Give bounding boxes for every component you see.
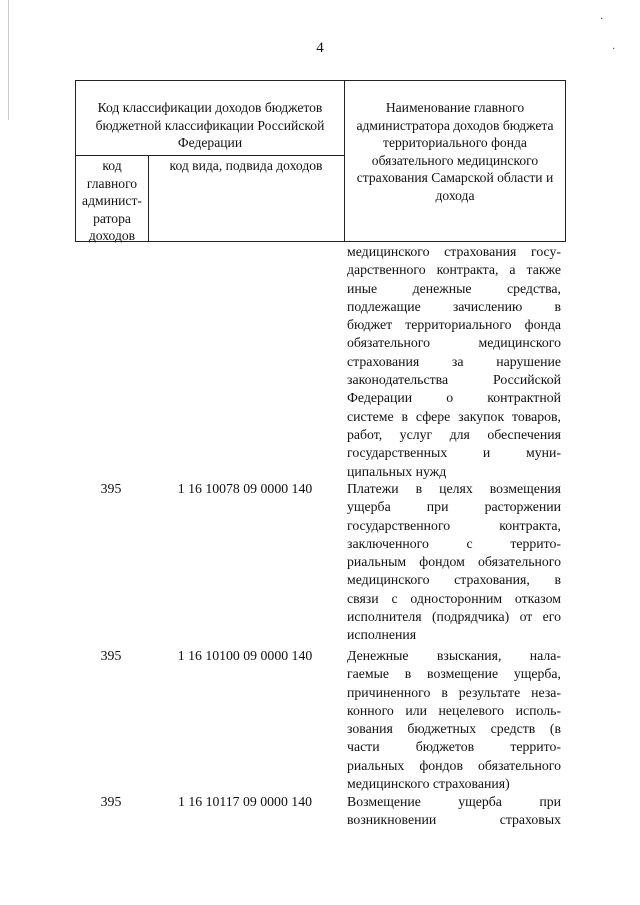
text-line: обязательного медицинского — [347, 335, 561, 351]
page-number: 4 — [316, 40, 324, 56]
text-line: исполнителя (подрядчика) от его — [347, 609, 561, 625]
header-divider — [76, 155, 344, 156]
text-line: медицинского страхования) — [347, 776, 510, 792]
header-admin-code-title: код главного админист-ратора доходов — [82, 158, 142, 243]
table-header — [75, 80, 566, 242]
text-line: работ, услуг для обеспечения — [347, 426, 561, 442]
text-line: связи с односторонним отказом — [347, 590, 561, 606]
row-kind-code: 1 16 10100 09 0000 140 — [177, 648, 313, 663]
text-line: бюджет территориального фонда — [347, 317, 561, 333]
row-description — [347, 793, 561, 830]
text-line: Возмещение ущерба при — [347, 794, 561, 809]
row-kind-code: 1 16 10078 09 0000 140 — [177, 481, 313, 496]
text-line: системе в сфере закупок товаров, — [347, 408, 561, 424]
scan-speck: · — [600, 14, 604, 25]
text-line: дарственного контракта, а также — [347, 262, 561, 278]
text-line: медицинского страхования, в — [347, 572, 561, 588]
text-line: страхования за нарушение — [347, 353, 561, 369]
text-line: конного или нецелевого исполь- — [347, 702, 561, 718]
header-divider — [148, 155, 149, 242]
row-description — [347, 480, 561, 645]
text-line: государственного контракта, — [347, 517, 561, 533]
text-line: заключенного с террито- — [347, 535, 561, 551]
text-line: иные денежные средства, — [347, 280, 561, 296]
text-line: риальным фондом обязательного — [347, 554, 561, 570]
row-description — [347, 647, 561, 793]
text-line: части бюджетов террито- — [347, 739, 561, 755]
header-kind-code-title: код вида, подвида доходов — [169, 158, 323, 173]
text-line: государственных и муни- — [347, 445, 561, 461]
text-line: ущерба при расторжении — [347, 499, 561, 515]
text-line: Платежи в целях возмещения — [347, 481, 561, 496]
header-name-title: Наименование главного администратора доходов бюджета территориального фонда обязательного медицинского страхования Самарской области и дохода — [356, 100, 554, 203]
text-line: Федерации о контрактной — [347, 390, 561, 406]
text-line: зования бюджетных средств (в — [347, 721, 561, 737]
row-admin-code: 395 — [100, 648, 122, 663]
text-line: возникновении страховых — [347, 812, 561, 828]
continuation-text — [347, 243, 561, 481]
text-line: причиненного в результате неза- — [347, 684, 561, 700]
text-line: гаемые в возмещение ущерба, — [347, 666, 561, 682]
text-line: законодательства Российской — [347, 372, 561, 388]
row-admin-code: 395 — [100, 794, 122, 809]
scan-speck: · — [612, 44, 616, 55]
text-line: исполнения — [347, 627, 417, 643]
text-line: медицинского страхования госу- — [347, 244, 561, 259]
text-line: подлежащие зачислению в — [347, 298, 561, 314]
text-line: риальных фондов обязательного — [347, 757, 561, 773]
text-line: Денежные взыскания, нала- — [347, 648, 561, 663]
text-line: ципальных нужд — [347, 463, 447, 479]
header-divider — [344, 81, 345, 241]
row-kind-code: 1 16 10117 09 0000 140 — [177, 794, 312, 809]
header-group-title: Код классификации доходов бюджетов бюджетной классификации Российской Федерации — [95, 100, 325, 150]
row-admin-code: 395 — [100, 481, 122, 496]
scan-edge — [8, 0, 9, 120]
